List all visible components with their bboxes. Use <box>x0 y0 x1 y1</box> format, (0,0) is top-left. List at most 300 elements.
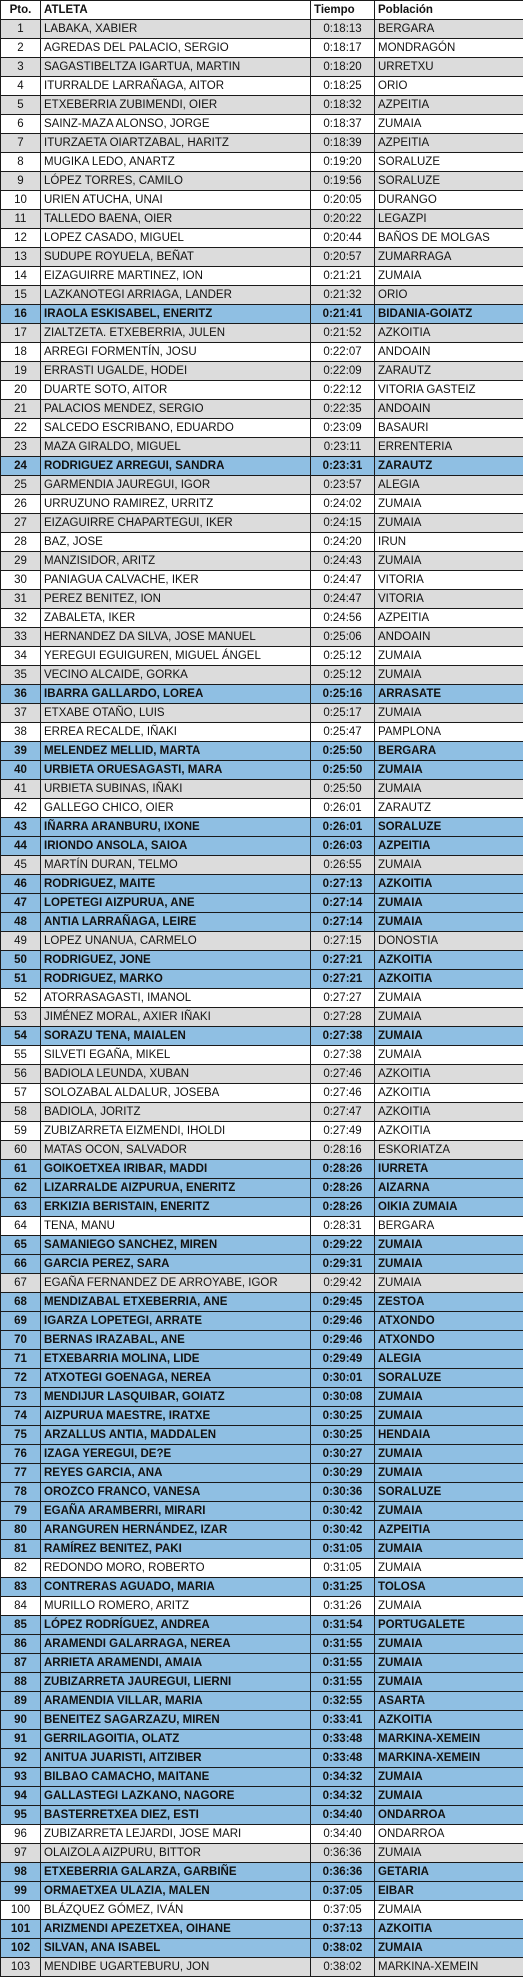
athlete-cell: SILVAN, ANA ISABEL <box>41 1939 311 1958</box>
athlete-cell: MELENDEZ MELLID, MARTA <box>41 742 311 761</box>
time-cell: 0:27:38 <box>311 1027 375 1046</box>
town-cell: ZUMAIA <box>375 856 523 875</box>
position-cell: 68 <box>1 1293 41 1312</box>
table-row <box>1 191 523 210</box>
table-row <box>1 1654 523 1673</box>
table-row <box>1 799 523 818</box>
position-cell: 67 <box>1 1274 41 1293</box>
town-cell: SORALUZE <box>375 1369 523 1388</box>
town-cell: AZKOITIA <box>375 1103 523 1122</box>
town-cell: IURRETA <box>375 1160 523 1179</box>
table-row <box>1 856 523 875</box>
athlete-cell: GARCIA PEREZ, SARA <box>41 1255 311 1274</box>
town-cell: TOLOSA <box>375 1578 523 1597</box>
position-cell: 49 <box>1 932 41 951</box>
town-cell: ZUMAIA <box>375 894 523 913</box>
position-cell: 55 <box>1 1046 41 1065</box>
athlete-cell: MAZA GIRALDO, MIGUEL <box>41 438 311 457</box>
athlete-cell: BAZ, JOSE <box>41 533 311 552</box>
time-cell: 0:27:28 <box>311 1008 375 1027</box>
position-cell: 4 <box>1 77 41 96</box>
athlete-cell: MENDIJUR LASQUIBAR, GOIATZ <box>41 1388 311 1407</box>
position-cell: 75 <box>1 1426 41 1445</box>
town-cell: ZUMAIA <box>375 1939 523 1958</box>
table-row <box>1 1255 523 1274</box>
position-cell: 100 <box>1 1901 41 1920</box>
table-row <box>1 1635 523 1654</box>
town-cell: ZUMAIA <box>375 647 523 666</box>
position-cell: 83 <box>1 1578 41 1597</box>
time-cell: 0:26:55 <box>311 856 375 875</box>
position-cell: 8 <box>1 153 41 172</box>
position-cell: 41 <box>1 780 41 799</box>
town-cell: ZUMAIA <box>375 1787 523 1806</box>
position-cell: 70 <box>1 1331 41 1350</box>
time-cell: 0:25:16 <box>311 685 375 704</box>
town-cell: VITORIA <box>375 571 523 590</box>
time-cell: 0:19:20 <box>311 153 375 172</box>
table-row <box>1 210 523 229</box>
athlete-cell: MANZISIDOR, ARITZ <box>41 552 311 571</box>
town-cell: VITORIA GASTEIZ <box>375 381 523 400</box>
time-cell: 0:18:13 <box>311 20 375 39</box>
position-cell: 64 <box>1 1217 41 1236</box>
town-cell: LEGAZPI <box>375 210 523 229</box>
position-cell: 45 <box>1 856 41 875</box>
results-body <box>1 20 523 1977</box>
position-cell: 51 <box>1 970 41 989</box>
time-cell: 0:23:09 <box>311 419 375 438</box>
table-row <box>1 1863 523 1882</box>
time-cell: 0:27:27 <box>311 989 375 1008</box>
town-cell: ZUMAIA <box>375 1255 523 1274</box>
athlete-cell: IGARZA LOPETEGI, ARRATE <box>41 1312 311 1331</box>
time-cell: 0:29:31 <box>311 1255 375 1274</box>
town-cell: ZUMAIA <box>375 1008 523 1027</box>
position-cell: 39 <box>1 742 41 761</box>
athlete-cell: JIMÉNEZ MORAL, AXIER IÑAKI <box>41 1008 311 1027</box>
table-row <box>1 1084 523 1103</box>
town-cell: VITORIA <box>375 590 523 609</box>
time-cell: 0:20:44 <box>311 229 375 248</box>
time-cell: 0:30:42 <box>311 1521 375 1540</box>
athlete-cell: REYES GARCIA, ANA <box>41 1464 311 1483</box>
position-cell: 88 <box>1 1673 41 1692</box>
town-cell: AZKOITIA <box>375 970 523 989</box>
athlete-cell: ITURZAETA OIARTZABAL, HARITZ <box>41 134 311 153</box>
table-row <box>1 1768 523 1787</box>
table-row <box>1 400 523 419</box>
position-cell: 98 <box>1 1863 41 1882</box>
position-cell: 43 <box>1 818 41 837</box>
town-cell: ESKORIATZA <box>375 1141 523 1160</box>
athlete-cell: RODRIGUEZ ARREGUI, SANDRA <box>41 457 311 476</box>
time-cell: 0:25:50 <box>311 780 375 799</box>
athlete-cell: GALLEGO CHICO, OIER <box>41 799 311 818</box>
position-cell: 34 <box>1 647 41 666</box>
town-cell: MONDRAGÓN <box>375 39 523 58</box>
town-cell: ZUMAIA <box>375 1464 523 1483</box>
town-cell: DONOSTIA <box>375 932 523 951</box>
athlete-cell: RODRIGUEZ, MARKO <box>41 970 311 989</box>
athlete-cell: SILVETI EGAÑA, MIKEL <box>41 1046 311 1065</box>
town-cell: ZUMAIA <box>375 1844 523 1863</box>
position-cell: 92 <box>1 1749 41 1768</box>
table-row <box>1 115 523 134</box>
time-cell: 0:27:13 <box>311 875 375 894</box>
town-cell: ZUMAIA <box>375 989 523 1008</box>
table-row <box>1 457 523 476</box>
time-cell: 0:27:46 <box>311 1065 375 1084</box>
town-cell: AZPEITIA <box>375 837 523 856</box>
town-cell: ZARAUTZ <box>375 362 523 381</box>
time-cell: 0:23:57 <box>311 476 375 495</box>
table-row <box>1 1882 523 1901</box>
athlete-cell: ITURRALDE LARRAÑAGA, AITOR <box>41 77 311 96</box>
table-row <box>1 837 523 856</box>
town-cell: ZUMAIA <box>375 1901 523 1920</box>
position-cell: 30 <box>1 571 41 590</box>
athlete-cell: RODRIGUEZ, MAITE <box>41 875 311 894</box>
position-cell: 6 <box>1 115 41 134</box>
position-cell: 52 <box>1 989 41 1008</box>
table-row <box>1 780 523 799</box>
time-cell: 0:30:27 <box>311 1445 375 1464</box>
athlete-cell: CONTRERAS AGUADO, MARIA <box>41 1578 311 1597</box>
position-cell: 103 <box>1 1958 41 1977</box>
time-cell: 0:24:47 <box>311 590 375 609</box>
position-cell: 14 <box>1 267 41 286</box>
position-cell: 17 <box>1 324 41 343</box>
time-cell: 0:26:01 <box>311 818 375 837</box>
position-cell: 33 <box>1 628 41 647</box>
time-cell: 0:20:22 <box>311 210 375 229</box>
town-cell: ZUMAIA <box>375 666 523 685</box>
table-row <box>1 1217 523 1236</box>
position-cell: 40 <box>1 761 41 780</box>
time-cell: 0:30:36 <box>311 1483 375 1502</box>
time-cell: 0:28:16 <box>311 1141 375 1160</box>
town-cell: ZUMAIA <box>375 1597 523 1616</box>
time-cell: 0:21:21 <box>311 267 375 286</box>
table-row <box>1 514 523 533</box>
time-cell: 0:26:03 <box>311 837 375 856</box>
table-row <box>1 1825 523 1844</box>
town-cell: AZPEITIA <box>375 96 523 115</box>
athlete-cell: BERNAS IRAZABAL, ANE <box>41 1331 311 1350</box>
town-cell: ZUMAIA <box>375 552 523 571</box>
athlete-cell: ARZALLUS ANTIA, MADDALEN <box>41 1426 311 1445</box>
position-cell: 97 <box>1 1844 41 1863</box>
position-cell: 73 <box>1 1388 41 1407</box>
table-row <box>1 1559 523 1578</box>
table-row <box>1 1388 523 1407</box>
table-row <box>1 39 523 58</box>
time-cell: 0:21:32 <box>311 286 375 305</box>
time-cell: 0:31:55 <box>311 1654 375 1673</box>
time-cell: 0:31:55 <box>311 1673 375 1692</box>
position-cell: 56 <box>1 1065 41 1084</box>
time-cell: 0:31:25 <box>311 1578 375 1597</box>
time-cell: 0:22:35 <box>311 400 375 419</box>
position-cell: 85 <box>1 1616 41 1635</box>
time-cell: 0:20:57 <box>311 248 375 267</box>
table-row <box>1 1312 523 1331</box>
position-cell: 65 <box>1 1236 41 1255</box>
athlete-cell: SAGASTIBELTZA IGARTUA, MARTIN <box>41 58 311 77</box>
position-cell: 46 <box>1 875 41 894</box>
time-cell: 0:23:11 <box>311 438 375 457</box>
time-cell: 0:34:40 <box>311 1806 375 1825</box>
position-cell: 32 <box>1 609 41 628</box>
time-cell: 0:18:37 <box>311 115 375 134</box>
town-cell: ZUMAIA <box>375 1445 523 1464</box>
time-cell: 0:25:50 <box>311 742 375 761</box>
town-cell: ZUMAIA <box>375 514 523 533</box>
position-cell: 101 <box>1 1920 41 1939</box>
table-row <box>1 419 523 438</box>
time-cell: 0:24:02 <box>311 495 375 514</box>
athlete-cell: URIEN ATUCHA, UNAI <box>41 191 311 210</box>
table-row <box>1 1350 523 1369</box>
position-cell: 37 <box>1 704 41 723</box>
athlete-cell: GALLASTEGI LAZKANO, NAGORE <box>41 1787 311 1806</box>
town-cell: ZUMAIA <box>375 1559 523 1578</box>
athlete-cell: URBIETA ORUESAGASTI, MARA <box>41 761 311 780</box>
athlete-cell: GARMENDIA JAUREGUI, IGOR <box>41 476 311 495</box>
athlete-cell: LOPETEGI AIZPURUA, ANE <box>41 894 311 913</box>
athlete-cell: ARAMENDI GALARRAGA, NEREA <box>41 1635 311 1654</box>
time-cell: 0:20:05 <box>311 191 375 210</box>
table-row <box>1 818 523 837</box>
time-cell: 0:30:01 <box>311 1369 375 1388</box>
town-cell: ZUMAIA <box>375 1046 523 1065</box>
position-cell: 5 <box>1 96 41 115</box>
time-cell: 0:18:20 <box>311 58 375 77</box>
table-row <box>1 894 523 913</box>
position-cell: 72 <box>1 1369 41 1388</box>
position-cell: 50 <box>1 951 41 970</box>
table-row <box>1 1008 523 1027</box>
time-cell: 0:24:20 <box>311 533 375 552</box>
time-cell: 0:25:50 <box>311 761 375 780</box>
athlete-cell: URBIETA SUBINAS, IÑAKI <box>41 780 311 799</box>
athlete-cell: ANITUA JUARISTI, AITZIBER <box>41 1749 311 1768</box>
position-cell: 36 <box>1 685 41 704</box>
athlete-cell: TALLEDO BAENA, OIER <box>41 210 311 229</box>
table-row <box>1 1445 523 1464</box>
time-cell: 0:37:13 <box>311 1920 375 1939</box>
town-cell: ALEGIA <box>375 476 523 495</box>
table-row <box>1 476 523 495</box>
town-cell: GETARIA <box>375 1863 523 1882</box>
town-cell: ALEGIA <box>375 1350 523 1369</box>
table-row <box>1 590 523 609</box>
table-row <box>1 267 523 286</box>
time-cell: 0:27:15 <box>311 932 375 951</box>
position-cell: 76 <box>1 1445 41 1464</box>
athlete-cell: SOLOZABAL ALDALUR, JOSEBA <box>41 1084 311 1103</box>
time-cell: 0:25:12 <box>311 647 375 666</box>
position-cell: 18 <box>1 343 41 362</box>
table-row <box>1 1160 523 1179</box>
header-athlete: ATLETA <box>41 1 311 20</box>
athlete-cell: ETXABE OTAÑO, LUIS <box>41 704 311 723</box>
athlete-cell: AGREDAS DEL PALACIO, SERGIO <box>41 39 311 58</box>
athlete-cell: ETXEBARRIA MOLINA, LIDE <box>41 1350 311 1369</box>
town-cell: ZUMARRAGA <box>375 248 523 267</box>
table-row <box>1 1787 523 1806</box>
town-cell: PORTUGALETE <box>375 1616 523 1635</box>
town-cell: ZUMAIA <box>375 1388 523 1407</box>
town-cell: ORIO <box>375 286 523 305</box>
town-cell: ANDOAIN <box>375 400 523 419</box>
athlete-cell: IÑARRA ARANBURU, IXONE <box>41 818 311 837</box>
town-cell: MARKINA-XEMEIN <box>375 1958 523 1977</box>
athlete-cell: ARIZMENDI APEZETXEA, OIHANE <box>41 1920 311 1939</box>
athlete-cell: URRUZUNO RAMIREZ, URRITZ <box>41 495 311 514</box>
table-row <box>1 286 523 305</box>
time-cell: 0:28:26 <box>311 1198 375 1217</box>
athlete-cell: LIZARRALDE AIZPURUA, ENERITZ <box>41 1179 311 1198</box>
table-row <box>1 1027 523 1046</box>
time-cell: 0:18:39 <box>311 134 375 153</box>
position-cell: 71 <box>1 1350 41 1369</box>
athlete-cell: SUDUPE ROYUELA, BEÑAT <box>41 248 311 267</box>
athlete-cell: ERKIZIA BERISTAIN, ENERITZ <box>41 1198 311 1217</box>
athlete-cell: LAZKANOTEGI ARRIAGA, LANDER <box>41 286 311 305</box>
athlete-cell: OROZCO FRANCO, VANESA <box>41 1483 311 1502</box>
athlete-cell: BADIOLA, JORITZ <box>41 1103 311 1122</box>
table-row <box>1 1179 523 1198</box>
time-cell: 0:28:31 <box>311 1217 375 1236</box>
time-cell: 0:22:09 <box>311 362 375 381</box>
table-row <box>1 77 523 96</box>
town-cell: EIBAR <box>375 1882 523 1901</box>
athlete-cell: EIZAGUIRRE CHAPARTEGUI, IKER <box>41 514 311 533</box>
time-cell: 0:24:15 <box>311 514 375 533</box>
position-cell: 35 <box>1 666 41 685</box>
time-cell: 0:27:38 <box>311 1046 375 1065</box>
position-cell: 82 <box>1 1559 41 1578</box>
table-row <box>1 989 523 1008</box>
position-cell: 2 <box>1 39 41 58</box>
town-cell: ZUMAIA <box>375 1635 523 1654</box>
athlete-cell: PALACIOS MENDEZ, SERGIO <box>41 400 311 419</box>
athlete-cell: GOIKOETXEA IRIBAR, MADDI <box>41 1160 311 1179</box>
table-row <box>1 1483 523 1502</box>
position-cell: 20 <box>1 381 41 400</box>
table-row <box>1 1939 523 1958</box>
position-cell: 90 <box>1 1711 41 1730</box>
position-cell: 38 <box>1 723 41 742</box>
table-row <box>1 1540 523 1559</box>
table-row <box>1 1331 523 1350</box>
athlete-cell: YEREGUI EGUIGUREN, MIGUEL ÁNGEL <box>41 647 311 666</box>
athlete-cell: BLÁZQUEZ GÓMEZ, IVÁN <box>41 1901 311 1920</box>
athlete-cell: ZUBIZARRETA LEJARDI, JOSE MARI <box>41 1825 311 1844</box>
table-row <box>1 571 523 590</box>
table-row <box>1 1236 523 1255</box>
time-cell: 0:24:56 <box>311 609 375 628</box>
town-cell: ZUMAIA <box>375 1502 523 1521</box>
position-cell: 99 <box>1 1882 41 1901</box>
position-cell: 42 <box>1 799 41 818</box>
header-row <box>1 1 523 20</box>
position-cell: 11 <box>1 210 41 229</box>
table-row <box>1 1046 523 1065</box>
town-cell: BERGARA <box>375 742 523 761</box>
position-cell: 7 <box>1 134 41 153</box>
table-row <box>1 1692 523 1711</box>
time-cell: 0:24:47 <box>311 571 375 590</box>
table-row <box>1 1730 523 1749</box>
town-cell: SORALUZE <box>375 1483 523 1502</box>
position-cell: 15 <box>1 286 41 305</box>
table-row <box>1 58 523 77</box>
table-row <box>1 305 523 324</box>
position-cell: 31 <box>1 590 41 609</box>
time-cell: 0:30:25 <box>311 1407 375 1426</box>
town-cell: ZUMAIA <box>375 761 523 780</box>
position-cell: 69 <box>1 1312 41 1331</box>
town-cell: AZPEITIA <box>375 1521 523 1540</box>
time-cell: 0:37:05 <box>311 1882 375 1901</box>
town-cell: ZARAUTZ <box>375 457 523 476</box>
town-cell: ANDOAIN <box>375 628 523 647</box>
time-cell: 0:36:36 <box>311 1844 375 1863</box>
town-cell: ZUMAIA <box>375 704 523 723</box>
athlete-cell: ARANGUREN HERNÁNDEZ, IZAR <box>41 1521 311 1540</box>
table-row <box>1 970 523 989</box>
position-cell: 19 <box>1 362 41 381</box>
table-row <box>1 628 523 647</box>
position-cell: 63 <box>1 1198 41 1217</box>
time-cell: 0:27:14 <box>311 913 375 932</box>
time-cell: 0:28:26 <box>311 1179 375 1198</box>
table-row <box>1 533 523 552</box>
town-cell: ZUMAIA <box>375 1407 523 1426</box>
athlete-cell: ATORRASAGASTI, IMANOL <box>41 989 311 1008</box>
position-cell: 16 <box>1 305 41 324</box>
town-cell: DURANGO <box>375 191 523 210</box>
town-cell: AZKOITIA <box>375 951 523 970</box>
athlete-cell: EGAÑA FERNANDEZ DE ARROYABE, IGOR <box>41 1274 311 1293</box>
time-cell: 0:22:12 <box>311 381 375 400</box>
position-cell: 25 <box>1 476 41 495</box>
table-row <box>1 1426 523 1445</box>
athlete-cell: ARRIETA ARAMENDI, AMAIA <box>41 1654 311 1673</box>
table-row <box>1 1806 523 1825</box>
position-cell: 80 <box>1 1521 41 1540</box>
athlete-cell: IRAOLA ESKISABEL, ENERITZ <box>41 305 311 324</box>
athlete-cell: ORMAETXEA ULAZIA, MALEN <box>41 1882 311 1901</box>
athlete-cell: ANTIA LARRAÑAGA, LEIRE <box>41 913 311 932</box>
position-cell: 61 <box>1 1160 41 1179</box>
position-cell: 57 <box>1 1084 41 1103</box>
time-cell: 0:27:46 <box>311 1084 375 1103</box>
town-cell: OIKIA ZUMAIA <box>375 1198 523 1217</box>
table-row <box>1 742 523 761</box>
position-cell: 1 <box>1 20 41 39</box>
time-cell: 0:27:21 <box>311 951 375 970</box>
position-cell: 54 <box>1 1027 41 1046</box>
table-row <box>1 381 523 400</box>
position-cell: 44 <box>1 837 41 856</box>
town-cell: ZUMAIA <box>375 913 523 932</box>
town-cell: AZPEITIA <box>375 609 523 628</box>
town-cell: AZKOITIA <box>375 1920 523 1939</box>
